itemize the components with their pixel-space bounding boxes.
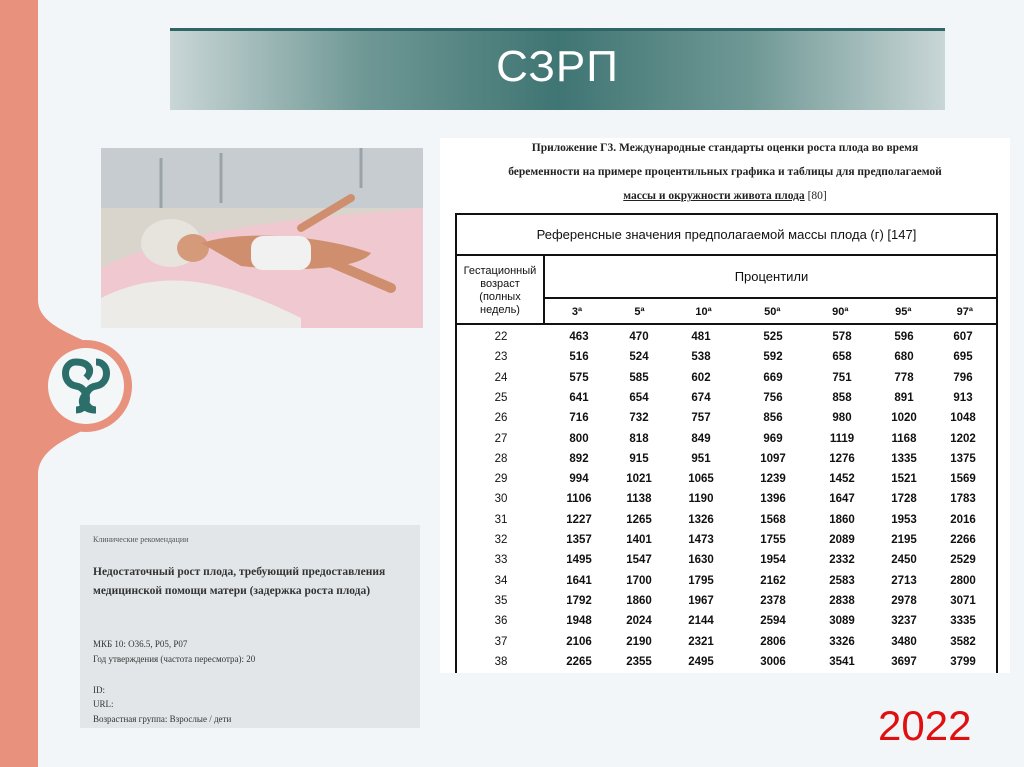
weight-cell: 1020 [891, 412, 917, 425]
weight-cell: 1097 [760, 452, 786, 465]
gestational-week-cell: 23 [494, 351, 508, 364]
weight-cell: 3799 [950, 655, 976, 668]
guideline-age-group: Возрастная группа: Взрослые / дети [93, 714, 232, 724]
weight-cell: 858 [832, 391, 852, 404]
weight-cell: 951 [691, 452, 711, 465]
guideline-id: ID: [93, 685, 105, 695]
weight-cell: 1065 [688, 473, 714, 486]
weight-cell: 578 [832, 331, 852, 343]
weight-cell: 680 [894, 351, 914, 364]
weight-cell: 602 [691, 371, 711, 384]
weight-cell: 1700 [626, 574, 652, 587]
weight-cell: 1568 [760, 513, 786, 526]
weight-cell: 2144 [688, 615, 714, 628]
table-row [457, 370, 996, 390]
weight-cell: 1239 [760, 473, 786, 486]
table-row [457, 593, 996, 613]
percentile-column-header: 5ª [609, 299, 670, 325]
weight-cell: 1641 [566, 574, 592, 587]
table-row [457, 491, 996, 511]
weight-cell: 1647 [829, 493, 855, 506]
weight-cell: 913 [953, 391, 973, 404]
table-row [457, 613, 996, 633]
weight-cell: 849 [691, 432, 711, 445]
weight-cell: 658 [832, 351, 852, 364]
percentile-column-header: 95ª [873, 299, 934, 325]
gestational-week-cell: 29 [494, 473, 508, 486]
year-label: 2022 [878, 702, 972, 749]
weight-cell: 3006 [760, 655, 786, 668]
weight-cell: 2321 [688, 635, 714, 648]
weight-cell: 1265 [626, 513, 652, 526]
weight-cell: 2806 [760, 635, 786, 648]
weight-cell: 2838 [829, 594, 855, 607]
table-row [457, 471, 996, 491]
table-row [457, 451, 996, 471]
logo-circle [40, 340, 132, 432]
gestational-week-cell: 35 [494, 594, 508, 607]
weight-cell: 3335 [950, 615, 976, 628]
weight-cell: 1860 [626, 594, 652, 607]
gestational-week-cell: 36 [494, 615, 508, 628]
weight-cell: 716 [569, 412, 589, 425]
appendix-title-line1: Приложение Г3. Международные стандарты оценки роста плода во время [531, 142, 919, 154]
weight-cell: 2265 [566, 655, 592, 668]
weight-cell: 980 [832, 412, 852, 425]
weight-cell: 2800 [950, 574, 976, 587]
weight-cell: 695 [953, 351, 973, 364]
weight-cell: 2332 [829, 554, 855, 567]
weight-cell: 1954 [760, 554, 786, 567]
weight-cell: 538 [691, 351, 711, 364]
weight-cell: 3089 [829, 615, 855, 628]
weight-cell: 1335 [891, 452, 917, 465]
guideline-url: URL: [93, 699, 114, 709]
weight-cell: 856 [763, 412, 783, 425]
weight-cell: 1396 [760, 493, 786, 506]
weight-cell: 1190 [688, 493, 714, 506]
clinical-guideline-card [80, 525, 420, 728]
gestational-week-cell: 34 [494, 574, 508, 587]
table-row [457, 634, 996, 654]
guideline-header: Клинические рекомендации [93, 535, 189, 544]
weight-cell: 585 [629, 371, 649, 384]
weight-cell: 3326 [829, 635, 855, 648]
gestational-week-cell: 28 [494, 452, 508, 465]
weight-cell: 2378 [760, 594, 786, 607]
weight-cell: 1728 [891, 493, 917, 506]
gestational-week-cell: 26 [494, 412, 508, 425]
weight-cell: 3071 [950, 594, 976, 607]
weight-cell: 1401 [626, 534, 652, 546]
title-banner [170, 28, 945, 110]
weight-cell: 732 [629, 412, 649, 425]
weight-cell: 654 [629, 391, 649, 404]
percentile-column-header: 97ª [934, 299, 997, 325]
weight-cell: 2190 [626, 635, 652, 648]
weight-cell: 2529 [950, 554, 976, 567]
gestational-week-cell: 32 [494, 534, 508, 546]
guideline-approval: Год утверждения (частота пересмотра): 20 [93, 654, 256, 664]
reference-table-caption: Референсные значения предполагаемой массы плода (г) [147] [455, 213, 998, 256]
table-row [457, 431, 996, 451]
table-row [457, 552, 996, 572]
gestational-week-cell: 27 [494, 432, 508, 445]
table-row [457, 573, 996, 593]
percentile-column-header: 50ª [737, 299, 808, 325]
weight-cell: 1326 [688, 513, 714, 526]
weight-cell: 3541 [829, 655, 855, 668]
weight-cell: 778 [894, 371, 914, 384]
weight-cell: 674 [691, 391, 711, 404]
weight-cell: 3480 [891, 635, 917, 648]
weight-cell: 1202 [950, 432, 976, 445]
weight-cell: 2583 [829, 574, 855, 587]
premature-infant-photo [101, 148, 423, 328]
table-row [457, 329, 996, 349]
weight-cell: 1948 [566, 615, 592, 628]
weight-cell: 1547 [626, 554, 652, 567]
gestational-week-cell: 33 [494, 554, 508, 567]
weight-cell: 607 [953, 331, 973, 343]
weight-cell: 1630 [688, 554, 714, 567]
weight-cell: 1755 [760, 534, 786, 546]
weight-cell: 2495 [688, 655, 714, 668]
weight-cell: 669 [763, 371, 783, 384]
guideline-mkb: МКБ 10: О36.5, Р05, Р07 [93, 639, 188, 649]
weight-cell: 1452 [829, 473, 855, 486]
weight-cell: 2355 [626, 655, 652, 668]
weight-cell: 2195 [891, 534, 917, 546]
weight-cell: 756 [763, 391, 783, 404]
weight-cell: 891 [894, 391, 914, 404]
weight-cell: 2162 [760, 574, 786, 587]
weight-cell: 2106 [566, 635, 592, 648]
weight-cell: 757 [691, 412, 711, 425]
table-row [457, 512, 996, 532]
weight-cell: 3237 [891, 615, 917, 628]
percentile-column-header: 90ª [808, 299, 874, 325]
weight-cell: 1860 [829, 513, 855, 526]
weight-cell: 1783 [950, 493, 976, 506]
weight-cell: 1473 [688, 534, 714, 546]
weight-cell: 575 [569, 371, 589, 384]
weight-cell: 2266 [950, 534, 976, 546]
table-row [457, 654, 996, 674]
weight-cell: 1106 [566, 493, 592, 506]
table-row [457, 532, 996, 552]
weight-cell: 516 [569, 351, 589, 364]
weight-cell: 1521 [891, 473, 917, 486]
weight-cell: 915 [629, 452, 649, 465]
percentiles-header: Процентили [545, 255, 998, 299]
weight-cell: 1357 [566, 534, 592, 546]
weight-cell: 596 [894, 331, 914, 343]
weight-cell: 1967 [688, 594, 714, 607]
gestational-week-cell: 25 [494, 391, 508, 404]
title-banner-line [170, 28, 945, 31]
weight-cell: 1138 [626, 493, 652, 506]
weight-cell: 592 [763, 351, 783, 364]
weight-cell: 481 [691, 331, 711, 343]
weight-cell: 1119 [829, 432, 855, 445]
appendix-title-line2: беременности на примере процентильных графика и таблицы для предполагаемой [508, 166, 942, 178]
weight-cell: 1792 [566, 594, 592, 607]
weight-cell: 796 [953, 371, 973, 384]
weight-cell: 525 [763, 331, 783, 343]
weight-cell: 2024 [626, 615, 652, 628]
gestational-age-header: Гестационный возраст (полных недель) [457, 255, 545, 325]
weight-cell: 524 [629, 351, 649, 364]
weight-cell: 2594 [760, 615, 786, 628]
weight-cell: 641 [569, 391, 589, 404]
percentile-column-header: 10ª [670, 299, 737, 325]
guideline-heading: Недостаточный рост плода, требующий предоставления медицинской помощи матери (задержка роста плода) [93, 566, 386, 597]
page-title: СЗРП [496, 42, 619, 91]
gestational-week-cell: 38 [494, 655, 508, 668]
weight-cell: 1021 [626, 473, 652, 486]
weight-cell: 463 [569, 331, 589, 343]
weight-cell: 2450 [891, 554, 917, 567]
table-row [457, 349, 996, 369]
gestational-week-cell: 31 [494, 513, 508, 526]
weight-cell: 1569 [950, 473, 976, 486]
weight-cell: 1227 [566, 513, 592, 526]
weight-cell: 1953 [891, 513, 917, 526]
weight-cell: 1048 [950, 412, 976, 425]
gestational-week-cell: 37 [494, 635, 508, 648]
weight-cell: 3697 [891, 655, 917, 668]
gestational-week-cell: 30 [494, 493, 508, 506]
left-accent-curve [0, 300, 130, 560]
appendix-title-line3: массы и окружности живота плода [80] [623, 190, 827, 202]
weight-cell: 818 [629, 432, 649, 445]
weight-cell: 2978 [891, 594, 917, 607]
weight-cell: 2016 [950, 513, 976, 526]
percentile-column-header: 3ª [545, 299, 609, 325]
double-loop-logo-icon [48, 348, 124, 424]
gestational-week-cell: 24 [494, 371, 508, 384]
weight-cell: 969 [763, 432, 783, 445]
weight-cell: 1495 [566, 554, 592, 567]
weight-cell: 994 [569, 473, 589, 486]
weight-cell: 3582 [950, 635, 976, 648]
weight-cell: 1375 [950, 452, 976, 465]
weight-cell: 1168 [891, 432, 917, 445]
weight-cell: 800 [569, 432, 589, 445]
weight-cell: 2089 [829, 534, 855, 546]
weight-cell: 1795 [688, 574, 714, 587]
percentile-table [455, 255, 998, 673]
table-row [457, 390, 996, 410]
gestational-week-cell: 22 [494, 331, 508, 343]
weight-cell: 892 [569, 452, 589, 465]
weight-cell: 2713 [891, 574, 917, 587]
table-row [457, 410, 996, 430]
weight-cell: 751 [832, 371, 852, 384]
weight-cell: 470 [629, 331, 649, 343]
weight-cell: 1276 [829, 452, 855, 465]
